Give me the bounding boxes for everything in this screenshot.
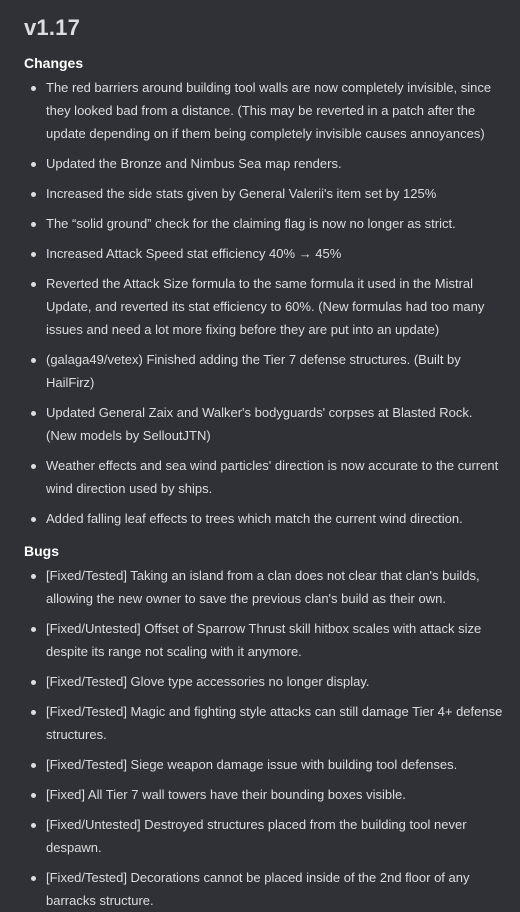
list-item: Added falling leaf effects to trees which match the current wind direction. [24, 507, 506, 530]
list-item: [Fixed] All Tier 7 wall towers have their bounding boxes visible. [24, 783, 506, 806]
version-title: v1.17 [24, 15, 81, 40]
changes-section [24, 54, 506, 530]
list-item: [Fixed/Tested] Decorations cannot be placed inside of the 2nd floor of any barracks structure. [24, 866, 506, 912]
list-item: Reverted the Attack Size formula to the same formula it used in the Mistral Update, and reverted its stat efficiency to 60%. (New formulas had too many issues and need a lot more fixing before they are put into an update) [24, 272, 506, 341]
list-item: Updated General Zaix and Walker's bodyguards' corpses at Blasted Rock. (New models by SelloutJTN) [24, 401, 506, 447]
list-item: [Fixed/Tested] Taking an island from a clan does not clear that clan's builds, allowing the new owner to save the previous clan's build as their own. [24, 564, 506, 610]
list-item: The “solid ground” check for the claiming flag is now no longer as strict. [24, 212, 506, 235]
list-item: [Fixed/Untested] Destroyed structures placed from the building tool never despawn. [24, 813, 506, 859]
list-item: Increased the side stats given by General Valerii's item set by 125% [24, 182, 506, 205]
changes-heading: Changes [24, 55, 84, 71]
changes-list [24, 76, 506, 530]
list-item: (galaga49/vetex) Finished adding the Tier 7 defense structures. (Built by HailFirz) [24, 348, 506, 394]
bugs-section [24, 542, 506, 912]
list-item: [Fixed/Untested] Offset of Sparrow Thrust skill hitbox scales with attack size despite its range not scaling with it anymore. [24, 617, 506, 663]
list-item: Updated the Bronze and Nimbus Sea map renders. [24, 152, 506, 175]
list-item: The red barriers around building tool walls are now completely invisible, since they looked bad from a distance. (This may be reverted in a patch after the update depending on if them being completely invisible causes annoyances) [24, 76, 506, 145]
list-item: Weather effects and sea wind particles' direction is now accurate to the current wind direction used by ships. [24, 454, 506, 500]
list-item: [Fixed/Tested] Siege weapon damage issue with building tool defenses. [24, 753, 506, 776]
bugs-heading: Bugs [24, 543, 59, 559]
list-item: [Fixed/Tested] Glove type accessories no longer display. [24, 670, 506, 693]
list-item: Increased Attack Speed stat efficiency 40% → 45% [24, 242, 506, 265]
list-item: [Fixed/Tested] Magic and fighting style attacks can still damage Tier 4+ defense structures. [24, 700, 506, 746]
bugs-list [24, 564, 506, 912]
